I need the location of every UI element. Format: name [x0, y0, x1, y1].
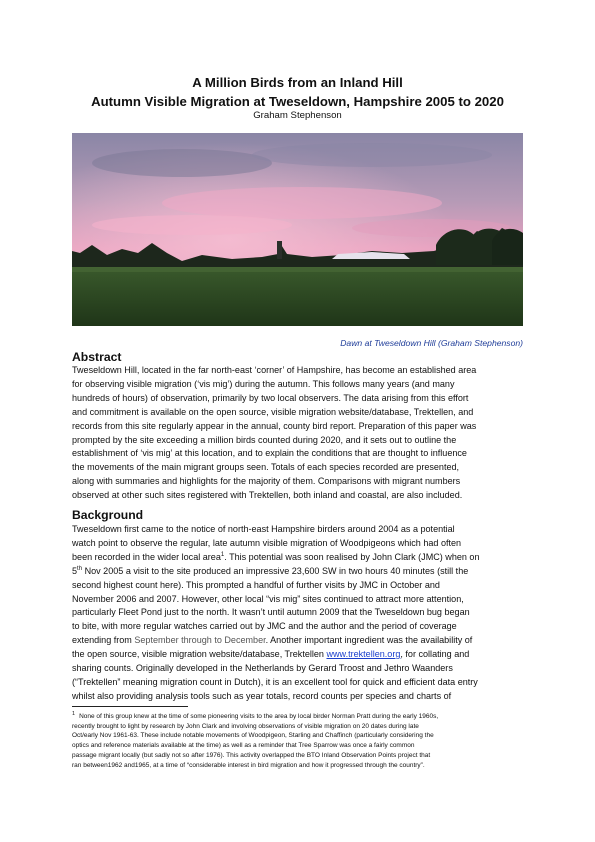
abstract-line: prompted by the site exceeding a million birds counted during 2020, and it sets out to outline the [72, 434, 457, 445]
ordinal-suffix: th [77, 565, 83, 572]
abstract-line: along with summaries and highlights for the majority of them. Comparisons with migrant numbers [72, 476, 461, 487]
footnote-line: ran between1962 and1965, at a time of “considerable interest in bird migration and how it progressed through the country”. [72, 761, 425, 769]
paper-subtitle: Autumn Visible Migration at Tweseldown, Hampshire 2005 to 2020 [91, 94, 504, 109]
dawn-landscape-image [72, 133, 523, 326]
background-line: particularly Fleet Pond just to the north. It wasn’t until autumn 2009 that the Tweseldown bug began [72, 607, 470, 618]
text-run: , for collating and [400, 649, 470, 660]
trektellen-link[interactable]: www.trektellen.org [326, 649, 401, 660]
abstract-line: Tweseldown Hill, located in the far north-east ‘corner’ of Hampshire, has become an established area [72, 365, 477, 375]
background-heading: Background [72, 508, 144, 522]
footnote-marker: 1 [72, 710, 76, 717]
background-line: Tweseldown first came to the notice of north-east Hampshire birders around 2004 as a potential [72, 524, 455, 534]
abstract-line: hundreds of hours) of observation, primarily by two local observers. The data arising from this effort [72, 392, 469, 403]
text-run: Nov 2005 a visit to the site produced an impressive 23,600 SW in two hours 40 minutes (still the [82, 565, 469, 576]
background-line: to bite, with more regular watches carried out by JMC and the author and the period of coverage [72, 621, 457, 632]
paper-title: A Million Birds from an Inland Hill [192, 75, 403, 90]
text-run: None of this group knew at the time of some pioneering visits to the area by local birder Norman Pratt during the early 1960s, [79, 713, 439, 720]
abstract-line: records from this site regularly appear in the annual, county bird report. Preparation of this paper was [72, 420, 477, 431]
text-run: . Another important ingredient was the availability of [265, 635, 473, 646]
abstract-line: and commitment is available on the open source, visible migration website/database, Trektellen, and [72, 406, 474, 417]
background-line: November 2006 and 2007. However, other local “vis mig” sites continued to attract more attention, [72, 593, 464, 604]
background-line: sharing counts. Originally developed in the Netherlands by Gerard Troost and Jethro Waanders [72, 663, 453, 674]
background-line: watch point to observe the regular, late autumn visible migration of Woodpigeons which had often [72, 537, 462, 548]
abstract-line: the movements of the main migrant groups seen. Totals of each species recorded are presented, [72, 462, 460, 473]
footnote-line [72, 712, 524, 722]
abstract-heading: Abstract [72, 350, 122, 364]
background-line [72, 565, 524, 579]
text-run: September through to December [134, 635, 266, 646]
text-run: the open source, visible migration website/database, Trektellen [72, 649, 327, 660]
abstract-text [72, 364, 524, 503]
footnote-divider [72, 706, 188, 707]
text-run: . This potential was soon realised by John Clark (JMC) when on [224, 551, 480, 562]
text-run: been recorded in the wider local area [72, 551, 221, 562]
background-text [72, 523, 524, 704]
dawn-photo [72, 133, 523, 326]
background-line [72, 634, 524, 648]
background-line: second highest count here). This prompted a handful of further visits by JMC in October and [72, 579, 440, 590]
background-line [72, 551, 524, 565]
footnote-reference[interactable]: 1 [220, 551, 225, 558]
footnote-line: recently brought to light by research by John Clark and involving observations of visible migration on 20 dates during late [72, 722, 419, 730]
footnote-line: optics and reference materials available at the time) as well as a reminder that Tree Sparrow was once a fairly common [72, 742, 415, 750]
author-name: Graham Stephenson [253, 110, 342, 121]
background-line: (“Trektellen” meaning migration count in Dutch), it is an excellent tool for quick and efficient data entry [72, 676, 478, 687]
background-line [72, 648, 524, 662]
abstract-line: establishment of ‘vis mig’ at this location, and to explain the conditions that are thought to influence [72, 448, 467, 459]
text-run: extending from [72, 635, 135, 646]
abstract-line: observed at other such sites registered with Trektellen, both inland and coastal, are also included. [72, 490, 463, 501]
photo-caption: Dawn at Tweseldown Hill (Graham Stephenson) [340, 338, 523, 348]
background-line: whilst also providing analysis tools such as year totals, record counts per species and charts of [72, 690, 452, 701]
text-run: 5 [72, 565, 78, 576]
footnote-line: passage migrant locally (but sadly not so after 1976). This activity overlapped the BTO Inland Observation Points project that [72, 751, 431, 759]
abstract-line: for observing visible migration (‘vis mig’) during the autumn. This follows many years (and many [72, 378, 455, 389]
footnote-line: Oct/early Nov 1961-63. These include notable movements of Woodpigeon, Starling and Chaffinch (particularly considering the [72, 732, 434, 740]
footnote [72, 712, 524, 770]
